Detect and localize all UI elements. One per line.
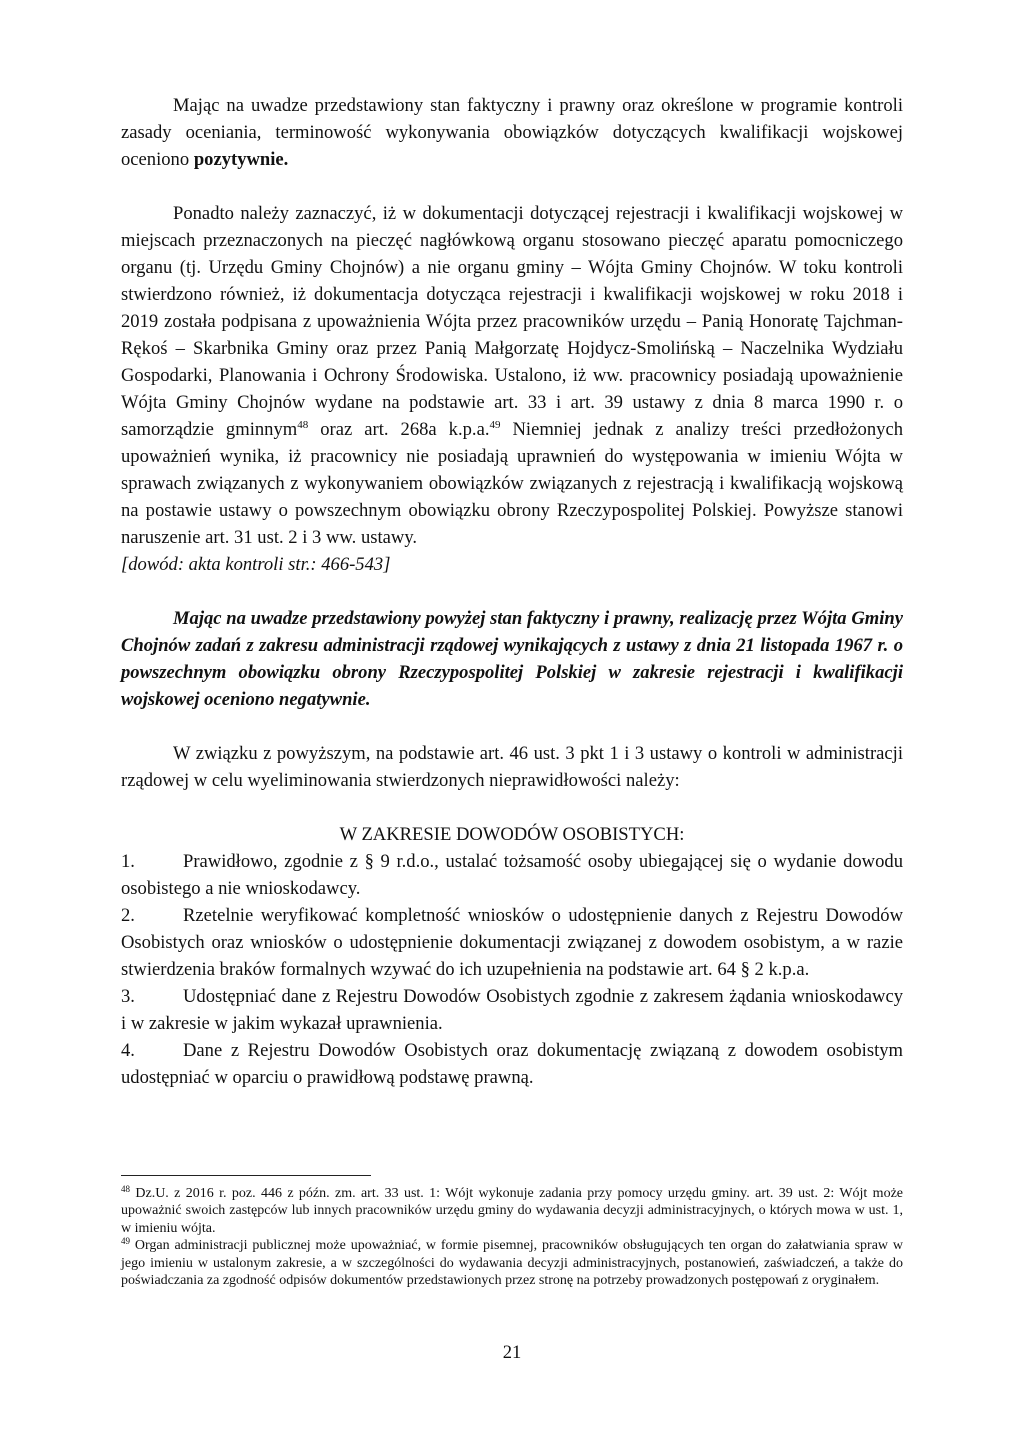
assessment-paragraph xyxy=(121,92,903,173)
body-text xyxy=(121,92,903,1091)
evidence-reference: [dowód: akta kontroli str.: 466-543] xyxy=(121,554,391,575)
footnote-ref-48[interactable]: 48 xyxy=(297,419,309,431)
list-item xyxy=(121,902,903,983)
list-item-number: 1. xyxy=(121,851,135,872)
list-item-number: 4. xyxy=(121,1040,135,1061)
findings-paragraph xyxy=(121,200,903,551)
findings-text-b: oraz art. 268a k.p.a. xyxy=(308,419,490,440)
recommendations-intro: W związku z powyższym, na podstawie art. 46 ust. 3 pkt 1 i 3 ustawy o kontroli w administracji rządowej w celu wyeliminowania stwierdzonych nieprawidłowości należy: xyxy=(121,743,903,791)
list-item-number: 2. xyxy=(121,905,135,926)
footnote-ref-49[interactable]: 49 xyxy=(489,419,501,431)
list-item-text: Udostępniać dane z Rejestru Dowodów Osobistych zgodnie z zakresem żądania wnioskodawcy i w zakresie w jakim wykazał uprawnienia. xyxy=(121,986,903,1034)
footnote-text: Dz.U. z 2016 r. poz. 446 z późn. zm. art. 33 ust. 1: Wójt wykonuje zadania przy pomocy urzędu gminy. art. 39 ust. 2: Wójt może upoważnić swoich zastępców lub innych pracowników urzędu gminy do wydawania decyzji administracyjnych, o których mowa w ust. 1, w imieniu wójta. xyxy=(121,1186,903,1236)
findings-text-a: Ponadto należy zaznaczyć, iż w dokumentacji dotyczącej rejestracji i kwalifikacji wojskowej w miejscach przeznaczonych na pieczęć nagłówkową organu stosowano pieczęć aparatu pomocniczego organu (tj. Urzędu Gminy Chojnów) a nie organu gminy – Wójta Gminy Chojnów. W toku kontroli stwierdzono również, iż dokumentacja dotycząca rejestracji i kwalifikacji wojskowej w roku 2018 i 2019 została podpisana z upoważnienia Wójta przez pracowników urzędu – Panią Honoratę Tajchman-Rękoś – Skarbnika Gminy oraz przez Panią Małgorzatę Hojdycz-Smolińską – Naczelnika Wydziału Gospodarki, Planowania i Ochrony Środowiska. Ustalono, iż ww. pracownicy posiadają upoważnienie Wójta Gminy Chojnów wydane na podstawie art. 33 i art. 39 ustawy z dnia 8 marca 1990 r. o samorządzie gminnym xyxy=(121,203,903,440)
assessment-result: pozytywnie. xyxy=(193,149,289,170)
list-item xyxy=(121,1037,903,1091)
findings-text-c: Niemniej jednak z analizy treści przedłożonych upoważnień wynika, iż pracownicy nie posiadają uprawnień do występowania w imieniu Wójta w sprawach związanych z wykonywaniem obowiązków związanych z rejestracją i kwalifikacją wojskową na postawie ustawy o powszechnym obowiązku obrony Rzeczypospolitej Polskiej. Powyższe stanowi naruszenie art. 31 ust. 2 i 3 ww. ustawy. xyxy=(121,419,903,548)
footnote-49 xyxy=(121,1237,903,1289)
section-heading: W ZAKRESIE DOWODÓW OSOBISTYCH: xyxy=(339,824,685,845)
footnotes xyxy=(121,1185,903,1289)
conclusion-paragraph: Mając na uwadze przedstawiony powyżej stan faktyczny i prawny, realizację przez Wójta Gminy Chojnów zadań z zakresu administracji rządowej wynikających z ustawy z dnia 21 listopada 1967 r. o powszechnym obowiązku obrony Rzeczypospolitej Polskiej w zakresie rejestracji i kwalifikacji wojskowej oceniono negatywnie. xyxy=(121,608,903,710)
footnote-text: Organ administracji publicznej może upoważniać, w formie pisemnej, pracowników obsługujących ten organ do załatwiania spraw w jego imieniu w ustalonym zakresie, a w szczególności do wydawania decyzji administracyjnych, postanowień, zaświadczeń, a także do poświadczania za zgodność odpisów dokumentów przedstawionych przez stronę na potrzeby prowadzonych postępowań z oryginałem. xyxy=(121,1238,903,1289)
assessment-text: Mając na uwadze przedstawiony stan faktyczny i prawny oraz określone w programie kontroli zasady oceniania, terminowość wykonywania obowiązków dotyczących kwalifikacji wojskowej oceniono xyxy=(121,95,903,170)
footnote-48 xyxy=(121,1185,903,1237)
list-item-text: Prawidłowo, zgodnie z § 9 r.d.o., ustalać tożsamość osoby ubiegającej się o wydanie dowodu osobistego a nie wnioskodawcy. xyxy=(121,851,903,899)
footnote-number: 49 xyxy=(121,1236,130,1247)
list-item xyxy=(121,848,903,902)
footnote-separator xyxy=(121,1175,371,1176)
list-item-text: Dane z Rejestru Dowodów Osobistych oraz dokumentację związaną z dowodem osobistym udostępniać w oparciu o prawidłową podstawę prawną. xyxy=(121,1040,903,1088)
list-item-number: 3. xyxy=(121,986,135,1007)
list-item xyxy=(121,983,903,1037)
footnote-number: 48 xyxy=(121,1184,130,1194)
list-item-text: Rzetelnie weryfikować kompletność wniosków o udostępnienie danych z Rejestru Dowodów Osobistych oraz wniosków o udostępnienie dokumentacji związanej z dowodem osobistym, a w razie stwierdzenia braków formalnych wzywać do ich uzupełnienia na podstawie art. 64 § 2 k.p.a. xyxy=(121,905,903,980)
page-number: 21 xyxy=(502,1342,522,1363)
